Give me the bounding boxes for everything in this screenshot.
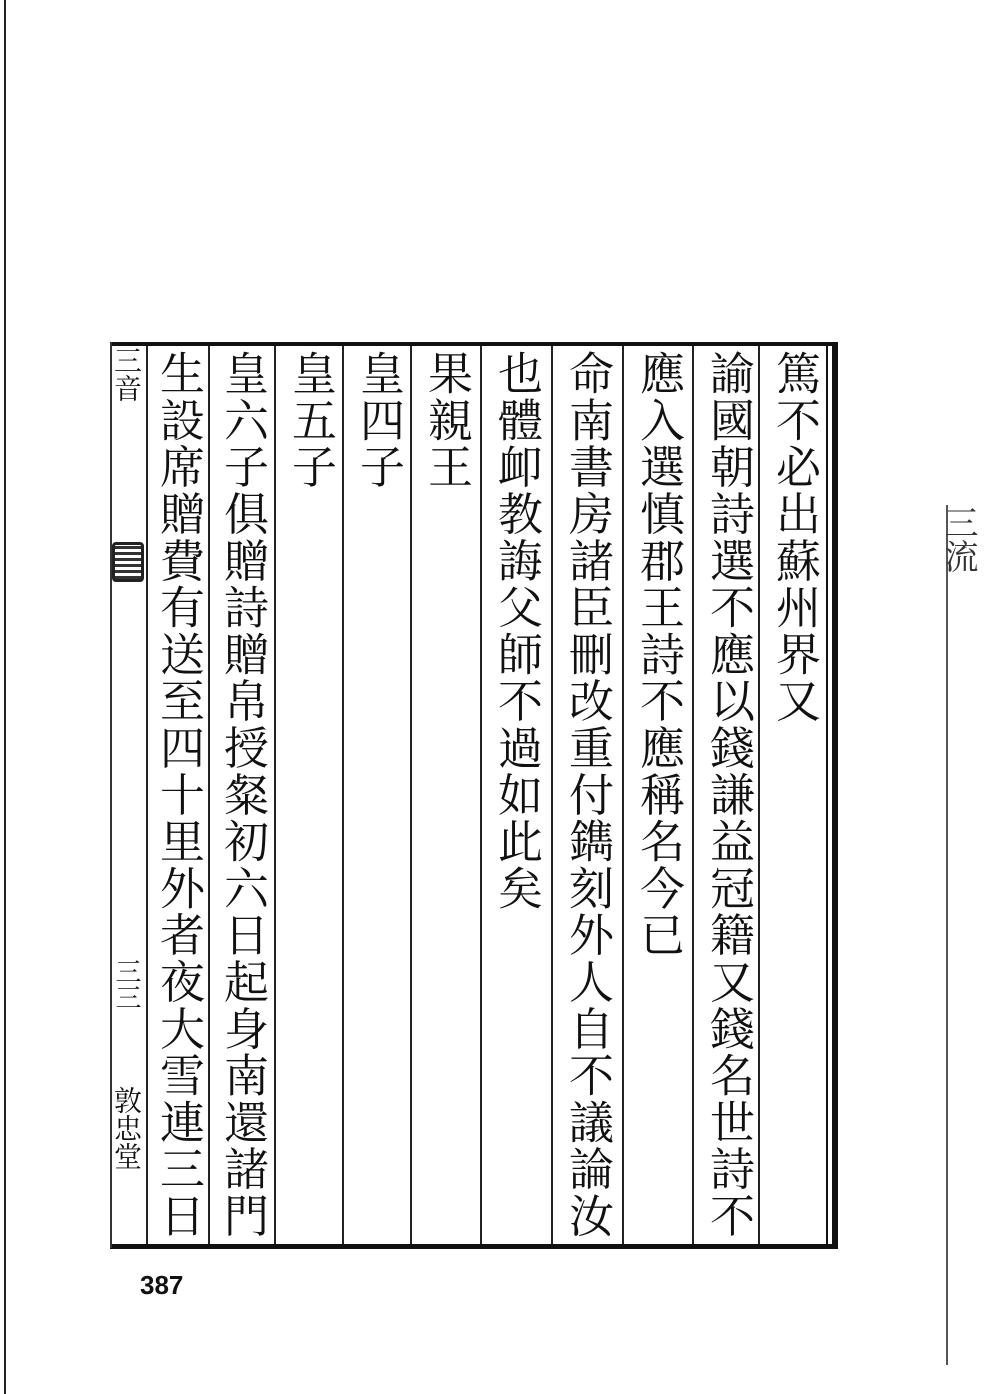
frame-inner-rule [826,342,828,1248]
text-column-3: 應入選慎郡王詩不應稱名今已 [632,350,685,959]
text-column-8: 皇五子 [284,350,337,491]
text-column-6: 果親王 [420,350,473,491]
adjacent-page-fragment: 三流 [938,505,978,573]
text-frame [110,342,838,1248]
column-divider [342,346,344,1244]
column-divider [410,346,412,1244]
scan-edge-right [946,505,948,1365]
block-margin [110,346,142,1246]
text-column-5: 也體卹教誨父師不過如此矣 [490,350,543,912]
text-column-2: 諭國朝詩選不應以錢謙益冠籍又錢名世詩不 [702,350,755,1240]
page-number: 387 [140,1270,184,1300]
text-column-7: 皇四子 [352,350,405,491]
frame-border-bottom [110,1244,838,1249]
fish-tail-emblem-icon [112,542,144,582]
margin-title: 三音 [110,346,143,402]
frame-border-right [832,342,838,1248]
text-column-1: 篤不必出蘇州界又 [768,350,821,725]
text-column-10: 生設席贈費有送至四十里外者夜大雪連三日 [152,350,205,1240]
column-divider [274,346,276,1244]
column-divider [551,346,553,1244]
frame-border-top [110,342,838,346]
column-divider [758,346,760,1244]
column-divider [622,346,624,1244]
text-column-4: 命南書房諸臣刪改重付鐫刻外人自不議論汝 [561,350,614,1240]
column-divider [692,346,694,1244]
column-divider [208,346,210,1244]
margin-hall-name: 敦忠堂 [110,1086,143,1170]
text-column-9: 皇六子俱贈詩贈帛授粲初六日起身南還諸門 [216,350,269,1240]
margin-leaf-number: 三三 [111,958,141,1010]
column-divider [480,346,482,1244]
scan-edge-left [4,0,6,1394]
